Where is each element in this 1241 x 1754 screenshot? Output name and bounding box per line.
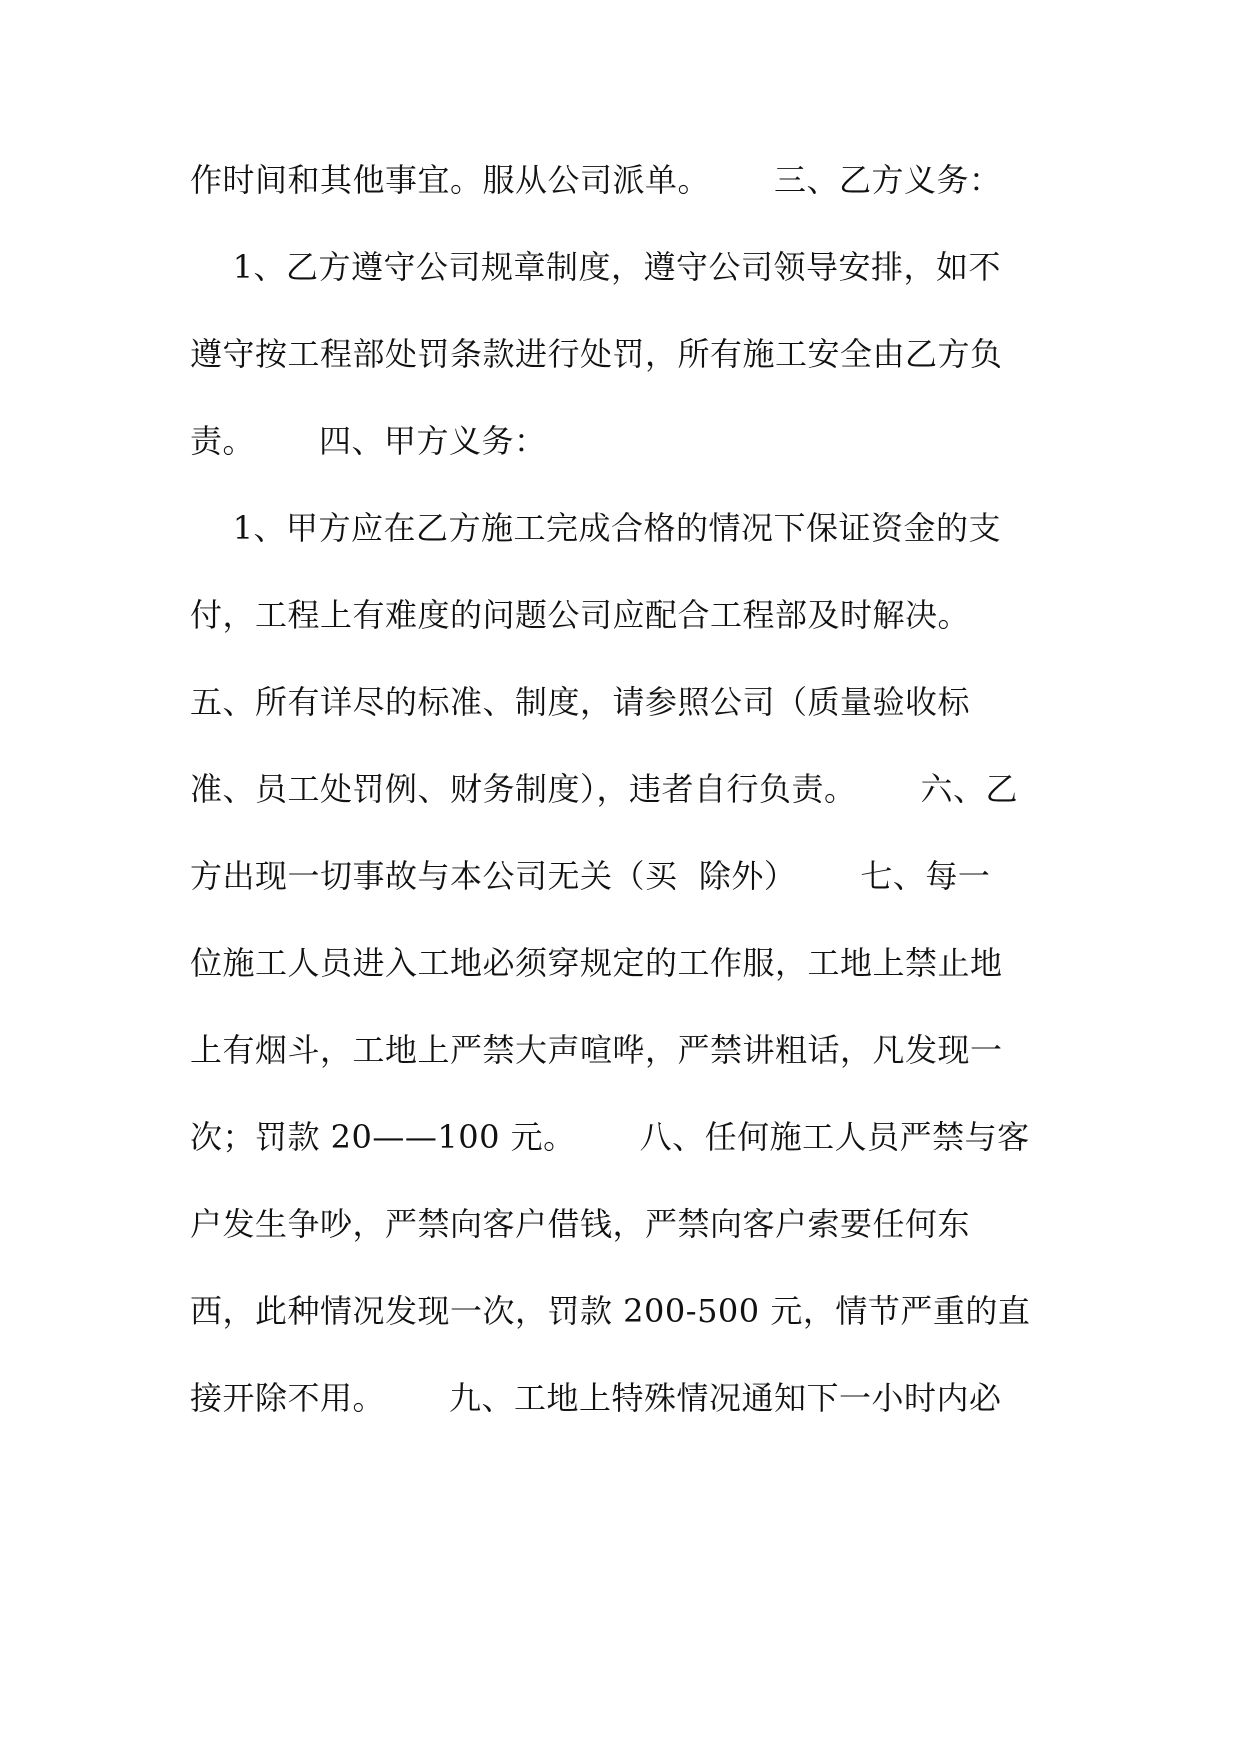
text-line-5: 1、甲方应在乙方施工完成合格的情况下保证资金的支: [190, 509, 1002, 547]
text-line-13: 户发生争吵，严禁向客户借钱，严禁向客户索要任何东: [190, 1205, 971, 1243]
text-line-7: 五、所有详尽的标准、制度，请参照公司（质量验收标: [190, 683, 971, 721]
text-line-9: 方出现一切事故与本公司无关（买 除外） 七、每一: [190, 857, 991, 895]
text-line-12: 次；罚款 20——100 元。 八、任何施工人员严禁与客: [190, 1118, 1030, 1156]
text-line-10: 位施工人员进入工地必须穿规定的工作服，工地上禁止地: [190, 944, 1003, 982]
text-line-1: 作时间和其他事宜。服从公司派单。 三、乙方义务：: [190, 161, 1002, 199]
text-line-2: 1、乙方遵守公司规章制度，遵守公司领导安排，如不: [190, 248, 1002, 286]
text-line-14: 西，此种情况发现一次，罚款 200-500 元，情节严重的直: [190, 1292, 1031, 1330]
text-line-6: 付，工程上有难度的问题公司应配合工程部及时解决。: [190, 596, 971, 634]
text-line-4: 责。 四、甲方义务：: [190, 422, 547, 460]
text-line-11: 上有烟斗，工地上严禁大声喧哗，严禁讲粗话，凡发现一: [190, 1031, 1003, 1069]
text-line-15: 接开除不用。 九、工地上特殊情况通知下一小时内必: [190, 1379, 1002, 1417]
text-line-3: 遵守按工程部处罚条款进行处罚，所有施工安全由乙方负: [190, 335, 1003, 373]
text-line-8: 准、员工处罚例、财务制度），违者自行负责。 六、乙: [190, 770, 1019, 808]
